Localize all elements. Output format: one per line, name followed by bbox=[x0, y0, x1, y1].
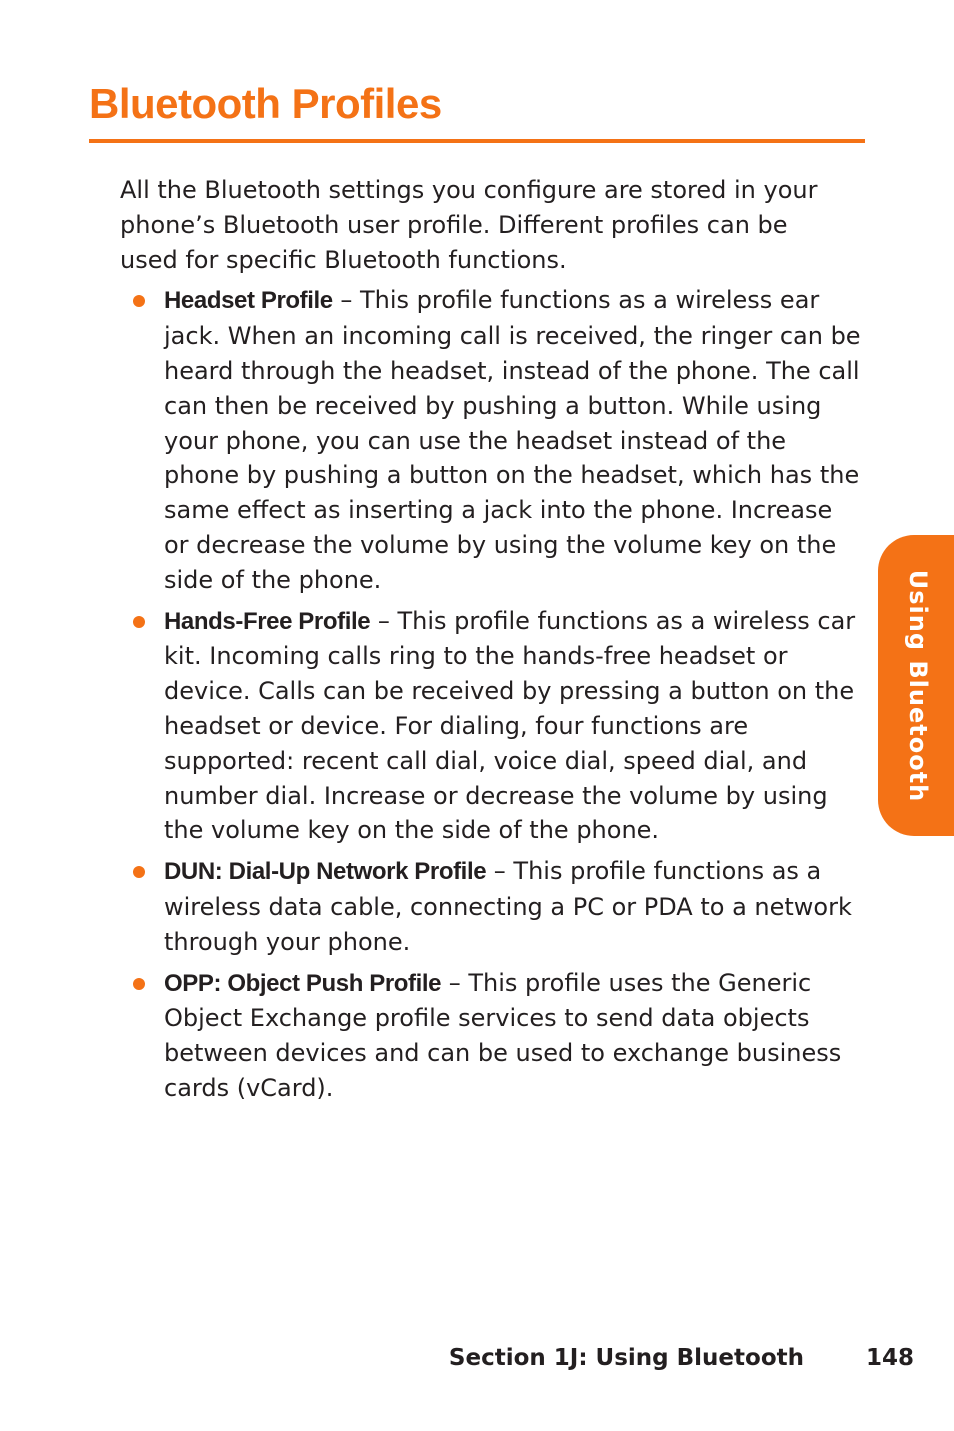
side-tab-label: Using Bluetooth bbox=[904, 569, 932, 802]
bullet-text: – This profile functions as a wireless car kit. Incoming calls ring to the hands-free headset or device. Calls can be received by pressing a button on the headset or device. For dialing, four functions are supported: recent call dial, voice dial, speed dial, and number dial. Increase or decrease the volume by using the volume key on the side of the phone. bbox=[164, 606, 856, 845]
bullet-text: – This profile uses the Generic Object Exchange profile services to send data objects between devices and can be used to exchange business cards (vCard). bbox=[164, 968, 842, 1102]
main-content bbox=[120, 173, 862, 1112]
list-item bbox=[120, 283, 862, 597]
bullet-term: Headset Profile bbox=[164, 287, 333, 315]
list-item bbox=[120, 966, 862, 1106]
footer-section-label: Section 1J: Using Bluetooth bbox=[448, 1345, 804, 1371]
page-number: 148 bbox=[866, 1345, 915, 1371]
list-item bbox=[120, 854, 862, 959]
bullet-text: – This profile functions as a wireless ear jack. When an incoming call is received, the ringer can be heard through the headset, instead of the phone. The call can then be received by pushing a button. While using your phone, you can use the headset instead of the phone by pushing a button on the headset, which has the same effect as inserting a jack into the phone. Increase or decrease the volume by using the volume key on the side of the phone. bbox=[164, 286, 861, 594]
section-side-tab bbox=[878, 535, 954, 836]
bullet-term: DUN: Dial-Up Network Profile bbox=[164, 858, 487, 886]
list-item bbox=[120, 604, 862, 849]
page-title: Bluetooth Profiles bbox=[89, 80, 442, 127]
bullet-icon bbox=[133, 978, 145, 990]
profile-list bbox=[120, 283, 862, 1105]
bullet-term: OPP: Object Push Profile bbox=[164, 969, 442, 997]
bullet-icon bbox=[133, 866, 145, 878]
bullet-icon bbox=[133, 616, 145, 628]
bullet-icon bbox=[133, 295, 145, 307]
bullet-text: – This profile functions as a wireless data cable, connecting a PC or PDA to a network through your phone. bbox=[164, 857, 852, 956]
title-rule bbox=[89, 139, 865, 143]
bullet-term: Hands-Free Profile bbox=[164, 607, 371, 635]
intro-paragraph: All the Bluetooth settings you configure are stored in your phone’s Bluetooth user profile. Different profiles can be used for specific Bluetooth functions. bbox=[120, 176, 818, 274]
